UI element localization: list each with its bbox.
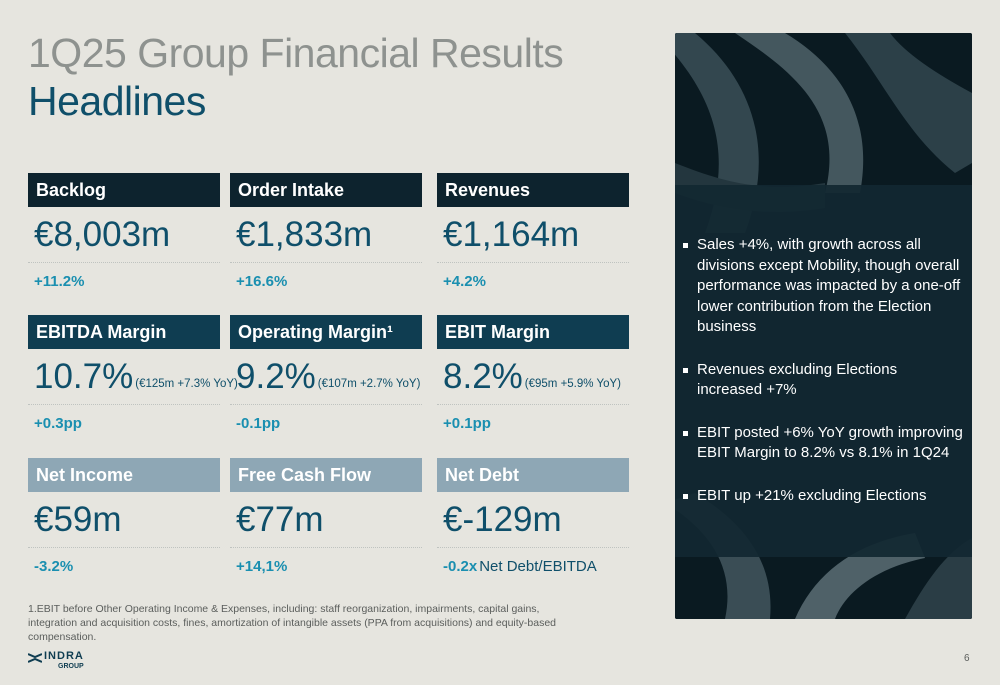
kpi-net-debt xyxy=(437,458,629,575)
kpi-order-intake xyxy=(230,173,422,290)
bullet-square-icon xyxy=(683,494,688,499)
bullet-item: EBIT up +21% excluding Elections xyxy=(683,486,966,507)
kpi-value: 9.2% (€107m +2.7% YoY) xyxy=(230,349,422,405)
kpi-ebitda-margin xyxy=(28,315,238,432)
logo-group: GROUP xyxy=(58,663,84,670)
kpi-change: -0.1pp xyxy=(236,415,281,432)
kpi-value: 10.7% (€125m +7.3% YoY) xyxy=(28,349,220,405)
kpi-value: 8.2% (€95m +5.9% YoY) xyxy=(437,349,629,405)
kpi-sub-value: (€107m +2.7% YoY) xyxy=(317,377,421,390)
kpi-header: Backlog xyxy=(28,173,220,207)
kpi-change: +11.2% xyxy=(34,273,85,290)
page-title: 1Q25 Group Financial Results xyxy=(28,30,564,76)
bullet-item: EBIT posted +6% YoY growth improving EBIT Margin to 8.2% vs 8.1% in 1Q24 xyxy=(683,423,966,464)
kpi-value: €8,003m xyxy=(28,207,220,263)
kpi-change: -3.2% xyxy=(34,558,74,575)
kpi-header: EBIT Margin xyxy=(437,315,629,349)
kpi-change: -0.2x Net Debt/EBITDA xyxy=(443,558,597,575)
kpi-sub-value: (€95m +5.9% YoY) xyxy=(524,377,621,390)
indra-logo-icon xyxy=(28,653,42,663)
company-logo xyxy=(28,651,84,671)
kpi-ebit-margin xyxy=(437,315,629,432)
page-number: 6 xyxy=(964,653,970,664)
kpi-header: Order Intake xyxy=(230,173,422,207)
kpi-change: +0.3pp xyxy=(34,415,82,432)
kpi-header: Free Cash Flow xyxy=(230,458,422,492)
logo-name: INDRA xyxy=(44,650,84,662)
kpi-header: Operating Margin¹ xyxy=(230,315,422,349)
kpi-value: €1,833m xyxy=(230,207,422,263)
kpi-change: +16.6% xyxy=(236,273,288,290)
kpi-change: +4.2% xyxy=(443,273,486,290)
bullet-square-icon xyxy=(683,431,688,436)
kpi-value: €1,164m xyxy=(437,207,629,263)
kpi-revenues xyxy=(437,173,629,290)
kpi-value: €77m xyxy=(230,492,422,548)
bullet-square-icon xyxy=(683,368,688,373)
kpi-header: Net Income xyxy=(28,458,220,492)
bullet-item: Revenues excluding Elections increased +7% xyxy=(683,360,966,401)
bullet-square-icon xyxy=(683,243,688,248)
kpi-operating-margin xyxy=(230,315,422,432)
kpi-change-note: Net Debt/EBITDA xyxy=(479,558,597,575)
kpi-header: EBITDA Margin xyxy=(28,315,220,349)
page-subtitle: Headlines xyxy=(28,78,206,124)
bullet-item: Sales +4%, with growth across all divisions except Mobility, though overall performance was impacted by a one-off lower contribution from the Election business xyxy=(683,235,966,338)
kpi-header: Net Debt xyxy=(437,458,629,492)
kpi-value: €59m xyxy=(28,492,220,548)
kpi-sub-value: (€125m +7.3% YoY) xyxy=(135,377,238,390)
kpi-change: +14,1% xyxy=(236,558,288,575)
highlights-panel xyxy=(675,185,972,557)
kpi-net-income xyxy=(28,458,220,575)
kpi-header: Revenues xyxy=(437,173,629,207)
kpi-change: +0.1pp xyxy=(443,415,491,432)
kpi-value: €-129m xyxy=(437,492,629,548)
footnote: 1.EBIT before Other Operating Income & Expenses, including: staff reorganization, impairments, capital gains, integration and acquisition costs, fines, amortization of intangible assets (PPA from acquisitions) and equity-based compensation. xyxy=(28,603,557,643)
architecture-photo xyxy=(675,33,972,619)
kpi-backlog xyxy=(28,173,220,290)
kpi-free-cash-flow xyxy=(230,458,422,575)
